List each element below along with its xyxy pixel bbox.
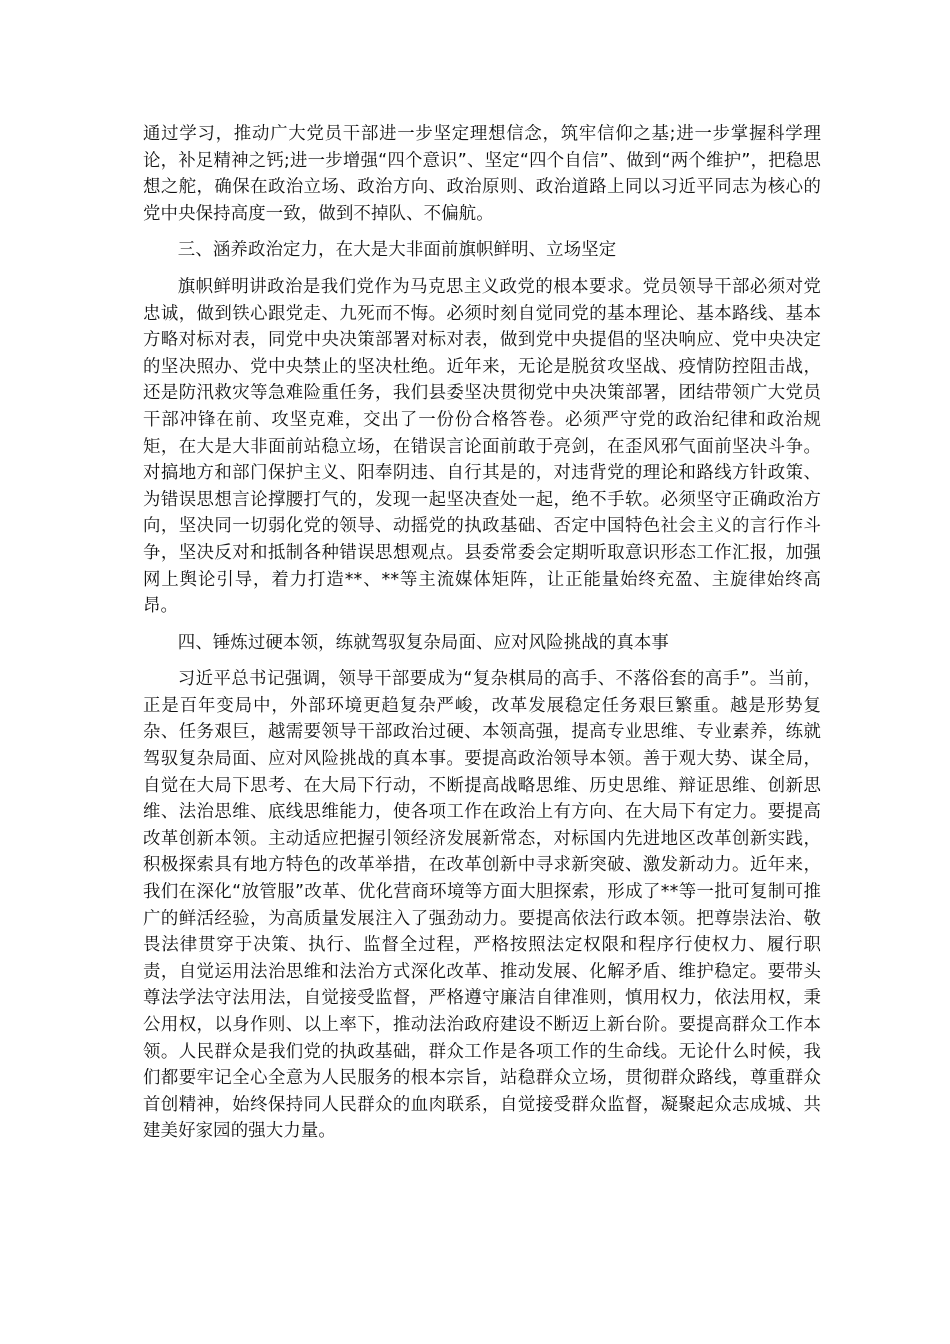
spacer <box>143 264 821 274</box>
section-3-heading: 三、涵养政治定力，在大是大非面前旗帜鲜明、立场坚定 <box>177 240 617 261</box>
section-4-heading: 四、锤炼过硬本领，练就驾驭复杂局面、应对风险挑战的真本事 <box>177 632 669 653</box>
section-3-body: 旗帜鲜明讲政治是我们党作为马克思主义政党的根本要求。党员领导干部必须对党忠诚，做到铁心跟党走、九死而不悔。必须时刻自觉同党的基本理论、基本路线、基本方略对标对表，同党中央决策部署对标对表，做到党中央提倡的坚决响应、党中央决定的坚决照办、党中央禁止的坚决杜绝。近年来，无论是脱贫攻坚战、疫情防控阻击战，还是防汛救灾等急难险重任务，我们县委坚决贯彻党中央决策部署，团结带领广大党员干部冲锋在前、攻坚克难，交出了一份份合格答卷。必须严守党的政治纪律和政治规矩，在大是大非面前站稳立场，在错误言论面前敢于亮剑，在歪风邪气面前坚决斗争。对搞地方和部门保护主义、阳奉阴违、自行其是的，对违背党的理论和路线方针政策、为错误思想言论撑腰打气的，发现一起坚决查处一起，绝不手软。必须坚守正确政治方向，坚决同一切弱化党的领导、动摇党的执政基础、否定中国特色社会主义的言行作斗争，坚决反对和抵制各种错误思想观点。县委常委会定期听取意识形态工作汇报，加强网上舆论引导，着力打造**、**等主流媒体矩阵，让正能量始终充盈、主旋律始终高昂。 <box>143 276 821 617</box>
continuation-paragraph: 通过学习，推动广大党员干部进一步坚定理想信念，筑牢信仰之基;进一步掌握科学理论，补足精神之钙;进一步增强“四个意识”、坚定“四个自信”、做到“两个维护”，把稳思想之舵，确保在政治立场、政治方向、政治原则、政治道路上同以习近平同志为核心的党中央保持高度一致，做到不掉队、不偏航。 <box>143 124 821 224</box>
spacer <box>143 656 821 666</box>
document-page <box>143 121 821 1145</box>
spacer <box>143 620 821 630</box>
section-4-body: 习近平总书记强调，领导干部要成为“复杂棋局的高手、不落俗套的高手”。当前，正是百年变局中，外部环境更趋复杂严峻，改革发展稳定任务艰巨繁重。越是形势复杂、任务艰巨，越需要领导干部政治过硬、本领高强，提高专业思维、专业素养，练就驾驭复杂局面、应对风险挑战的真本事。要提高政治领导本领。善于观大势、谋全局，自觉在大局下思考、在大局下行动，不断提高战略思维、历史思维、辩证思维、创新思维、法治思维、底线思维能力，使各项工作在政治上有方向、在大局下有定力。要提高改革创新本领。主动适应把握引领经济发展新常态，对标国内先进地区改革创新实践，积极探索具有地方特色的改革举措，在改革创新中寻求新突破、激发新动力。近年来，我们在深化“放管服”改革、优化营商环境等方面大胆探索，形成了**等一批可复制可推广的鲜活经验，为高质量发展注入了强劲动力。要提高依法行政本领。把尊崇法治、敬畏法律贯穿于决策、执行、监督全过程，严格按照法定权限和程序行使权力、履行职责，自觉运用法治思维和法治方式深化改革、推动发展、化解矛盾、维护稳定。要带头尊法学法守法用法，自觉接受监督，严格遵守廉洁自律准则，慎用权力，依法用权，秉公用权，以身作则、以上率下，推动法治政府建设不断迈上新台阶。要提高群众工作本领。人民群众是我们党的执政基础，群众工作是各项工作的生命线。无论什么时候，我们都要牢记全心全意为人民服务的根本宗旨，站稳群众立场，贯彻群众路线，尊重群众首创精神，始终保持同人民群众的血肉联系，自觉接受群众监督，凝聚起众志成城、共建美好家园的强大力量。 <box>143 669 821 1142</box>
spacer <box>143 227 821 237</box>
